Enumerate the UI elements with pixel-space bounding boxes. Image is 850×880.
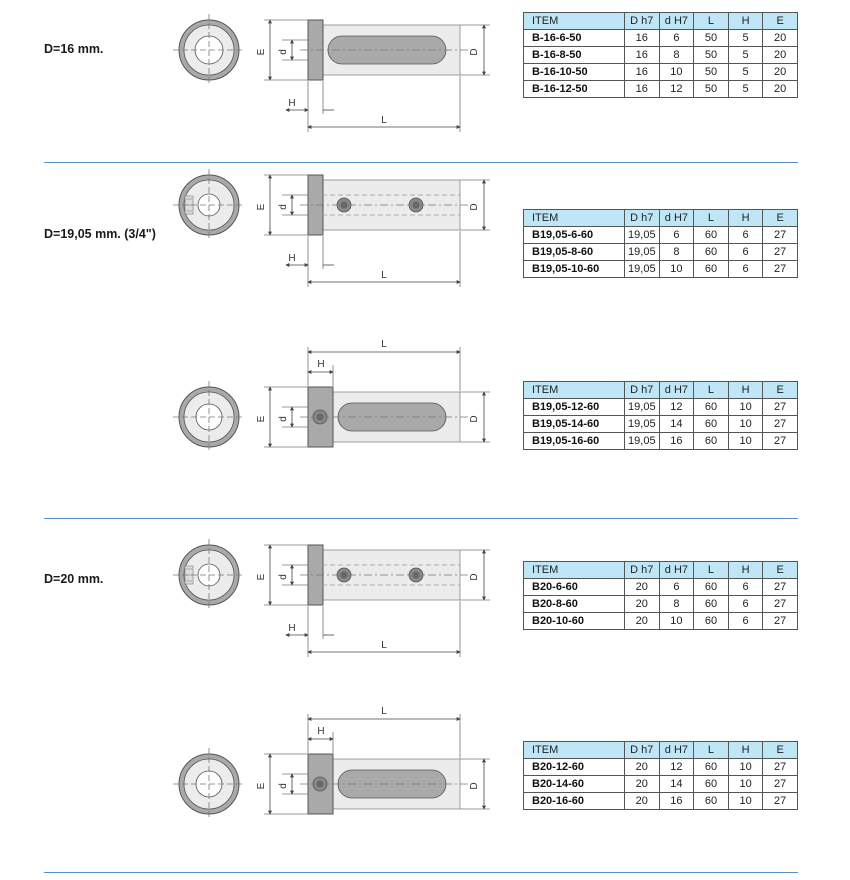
- value-cell: 27: [763, 416, 798, 433]
- side-view: [256, 706, 490, 814]
- column-header: L: [694, 382, 729, 399]
- value-cell: 27: [763, 776, 798, 793]
- dimension-label: E: [256, 415, 267, 423]
- value-cell: 10: [659, 613, 694, 630]
- column-header: D h7: [625, 210, 660, 227]
- value-cell: 6: [728, 579, 763, 596]
- value-cell: 6: [659, 30, 694, 47]
- value-cell: 14: [659, 776, 694, 793]
- value-cell: 20: [763, 64, 798, 81]
- column-header: L: [694, 210, 729, 227]
- section-label-d16: D=16 mm.: [44, 42, 104, 56]
- value-cell: 16: [625, 81, 660, 98]
- dimension-label: d: [278, 49, 289, 55]
- value-cell: 27: [763, 261, 798, 278]
- value-cell: 19,05: [625, 261, 660, 278]
- value-cell: 16: [659, 433, 694, 450]
- column-header: D h7: [625, 562, 660, 579]
- value-cell: 50: [694, 81, 729, 98]
- value-cell: 27: [763, 579, 798, 596]
- dimension-label: E: [256, 573, 267, 581]
- value-cell: 19,05: [625, 227, 660, 244]
- value-cell: 19,05: [625, 244, 660, 261]
- dimension-label: E: [256, 782, 267, 790]
- column-header: L: [694, 13, 729, 30]
- side-view: [256, 545, 490, 657]
- table-row: [524, 613, 798, 630]
- dimension-label: H: [317, 726, 325, 737]
- dimension-label: H: [317, 359, 325, 370]
- value-cell: 27: [763, 433, 798, 450]
- section-label-d19-05: D=19,05 mm. (3/4"): [44, 227, 156, 241]
- value-cell: 27: [763, 227, 798, 244]
- table-row: [524, 64, 798, 81]
- column-header: ITEM: [524, 562, 625, 579]
- bushing-drawing: [150, 339, 500, 495]
- value-cell: 27: [763, 596, 798, 613]
- value-cell: 16: [659, 793, 694, 810]
- item-code-cell: B-16-10-50: [524, 64, 625, 81]
- value-cell: 12: [659, 759, 694, 776]
- dimension-label: H: [288, 253, 296, 264]
- value-cell: 60: [694, 416, 729, 433]
- value-cell: 10: [728, 399, 763, 416]
- value-cell: 27: [763, 759, 798, 776]
- spec-table: [523, 381, 798, 450]
- table-row: [524, 776, 798, 793]
- value-cell: 8: [659, 596, 694, 613]
- column-header: H: [728, 382, 763, 399]
- value-cell: 60: [694, 596, 729, 613]
- value-cell: 6: [728, 596, 763, 613]
- value-cell: 20: [625, 579, 660, 596]
- value-cell: 16: [625, 64, 660, 81]
- table-row: [524, 793, 798, 810]
- value-cell: 16: [625, 30, 660, 47]
- bushing-drawing: [150, 706, 500, 862]
- item-code-cell: B-16-12-50: [524, 81, 625, 98]
- side-view: [256, 175, 490, 287]
- value-cell: 12: [659, 399, 694, 416]
- value-cell: 10: [659, 64, 694, 81]
- value-cell: 27: [763, 399, 798, 416]
- column-header: d H7: [659, 13, 694, 30]
- value-cell: 60: [694, 227, 729, 244]
- value-cell: 6: [659, 227, 694, 244]
- column-header: E: [763, 382, 798, 399]
- column-header: H: [728, 210, 763, 227]
- column-header: ITEM: [524, 742, 625, 759]
- value-cell: 6: [728, 244, 763, 261]
- value-cell: 60: [694, 433, 729, 450]
- value-cell: 19,05: [625, 433, 660, 450]
- value-cell: 60: [694, 399, 729, 416]
- dimension-label: D: [469, 573, 480, 581]
- dimension-label: d: [278, 416, 289, 422]
- table-row: [524, 416, 798, 433]
- dimension-label: L: [381, 706, 387, 717]
- table-row: [524, 227, 798, 244]
- value-cell: 20: [625, 776, 660, 793]
- item-code-cell: B19,05-10-60: [524, 261, 625, 278]
- column-header: L: [694, 562, 729, 579]
- value-cell: 19,05: [625, 399, 660, 416]
- column-header: E: [763, 13, 798, 30]
- dimension-label: D: [469, 415, 480, 423]
- value-cell: 6: [728, 227, 763, 244]
- dimension-label: D: [469, 48, 480, 56]
- end-view: [173, 539, 245, 611]
- spec-table: [523, 741, 798, 810]
- table-row: [524, 596, 798, 613]
- value-cell: 20: [625, 759, 660, 776]
- dimension-label: D: [469, 782, 480, 790]
- value-cell: 19,05: [625, 416, 660, 433]
- value-cell: 12: [659, 81, 694, 98]
- value-cell: 27: [763, 613, 798, 630]
- bushing-drawing: [150, 160, 500, 310]
- dimension-label: d: [278, 204, 289, 210]
- value-cell: 50: [694, 30, 729, 47]
- dimension-label: L: [381, 270, 387, 281]
- bushing-drawing: [150, 5, 500, 155]
- column-header: d H7: [659, 382, 694, 399]
- end-view: [173, 381, 245, 453]
- value-cell: 8: [659, 47, 694, 64]
- column-header: ITEM: [524, 210, 625, 227]
- dimension-label: H: [288, 98, 296, 109]
- dimension-label: H: [288, 623, 296, 634]
- value-cell: 6: [728, 613, 763, 630]
- dimension-label: E: [256, 203, 267, 211]
- item-code-cell: B19,05-14-60: [524, 416, 625, 433]
- dimension-label: L: [381, 115, 387, 126]
- column-header: L: [694, 742, 729, 759]
- bushing-drawing: [150, 530, 500, 680]
- end-view: [173, 169, 245, 241]
- value-cell: 10: [659, 261, 694, 278]
- table-row: [524, 759, 798, 776]
- table-row: [524, 433, 798, 450]
- section-divider: [44, 518, 798, 519]
- column-header: E: [763, 210, 798, 227]
- table-row: [524, 244, 798, 261]
- value-cell: 8: [659, 244, 694, 261]
- item-code-cell: B19,05-12-60: [524, 399, 625, 416]
- value-cell: 20: [763, 81, 798, 98]
- column-header: d H7: [659, 742, 694, 759]
- column-header: E: [763, 742, 798, 759]
- column-header: E: [763, 562, 798, 579]
- item-code-cell: B19,05-8-60: [524, 244, 625, 261]
- side-view: [256, 20, 490, 132]
- column-header: H: [728, 562, 763, 579]
- end-view: [173, 748, 245, 820]
- value-cell: 50: [694, 47, 729, 64]
- column-header: H: [728, 13, 763, 30]
- table-row: [524, 399, 798, 416]
- value-cell: 20: [625, 613, 660, 630]
- value-cell: 5: [728, 47, 763, 64]
- value-cell: 50: [694, 64, 729, 81]
- value-cell: 27: [763, 244, 798, 261]
- value-cell: 10: [728, 416, 763, 433]
- dimension-label: E: [256, 48, 267, 56]
- value-cell: 5: [728, 30, 763, 47]
- value-cell: 10: [728, 433, 763, 450]
- column-header: D h7: [625, 382, 660, 399]
- dimension-label: d: [278, 783, 289, 789]
- spec-table: [523, 12, 798, 98]
- value-cell: 10: [728, 759, 763, 776]
- table-row: [524, 261, 798, 278]
- end-view: [173, 14, 245, 86]
- value-cell: 14: [659, 416, 694, 433]
- spec-table: [523, 209, 798, 278]
- value-cell: 20: [625, 793, 660, 810]
- item-code-cell: B19,05-6-60: [524, 227, 625, 244]
- item-code-cell: B20-12-60: [524, 759, 625, 776]
- value-cell: 10: [728, 793, 763, 810]
- value-cell: 27: [763, 793, 798, 810]
- column-header: ITEM: [524, 13, 625, 30]
- value-cell: 20: [763, 47, 798, 64]
- dimension-label: d: [278, 574, 289, 580]
- item-code-cell: B20-14-60: [524, 776, 625, 793]
- value-cell: 6: [728, 261, 763, 278]
- item-code-cell: B20-6-60: [524, 579, 625, 596]
- value-cell: 20: [625, 596, 660, 613]
- value-cell: 16: [625, 47, 660, 64]
- table-row: [524, 579, 798, 596]
- value-cell: 5: [728, 81, 763, 98]
- dimension-label: D: [469, 203, 480, 211]
- value-cell: 6: [659, 579, 694, 596]
- item-code-cell: B20-10-60: [524, 613, 625, 630]
- column-header: d H7: [659, 210, 694, 227]
- section-divider: [44, 872, 798, 873]
- value-cell: 10: [728, 776, 763, 793]
- value-cell: 60: [694, 759, 729, 776]
- column-header: d H7: [659, 562, 694, 579]
- item-code-cell: B-16-8-50: [524, 47, 625, 64]
- item-code-cell: B-16-6-50: [524, 30, 625, 47]
- value-cell: 60: [694, 261, 729, 278]
- item-code-cell: B20-8-60: [524, 596, 625, 613]
- item-code-cell: B19,05-16-60: [524, 433, 625, 450]
- value-cell: 60: [694, 613, 729, 630]
- side-view: [256, 339, 490, 447]
- value-cell: 60: [694, 579, 729, 596]
- column-header: D h7: [625, 13, 660, 30]
- section-label-d20: D=20 mm.: [44, 572, 104, 586]
- spec-table: [523, 561, 798, 630]
- table-row: [524, 30, 798, 47]
- column-header: ITEM: [524, 382, 625, 399]
- value-cell: 60: [694, 244, 729, 261]
- table-row: [524, 81, 798, 98]
- dimension-label: L: [381, 339, 387, 350]
- dimension-label: L: [381, 640, 387, 651]
- value-cell: 60: [694, 776, 729, 793]
- item-code-cell: B20-16-60: [524, 793, 625, 810]
- column-header: D h7: [625, 742, 660, 759]
- value-cell: 60: [694, 793, 729, 810]
- value-cell: 5: [728, 64, 763, 81]
- table-row: [524, 47, 798, 64]
- value-cell: 20: [763, 30, 798, 47]
- column-header: H: [728, 742, 763, 759]
